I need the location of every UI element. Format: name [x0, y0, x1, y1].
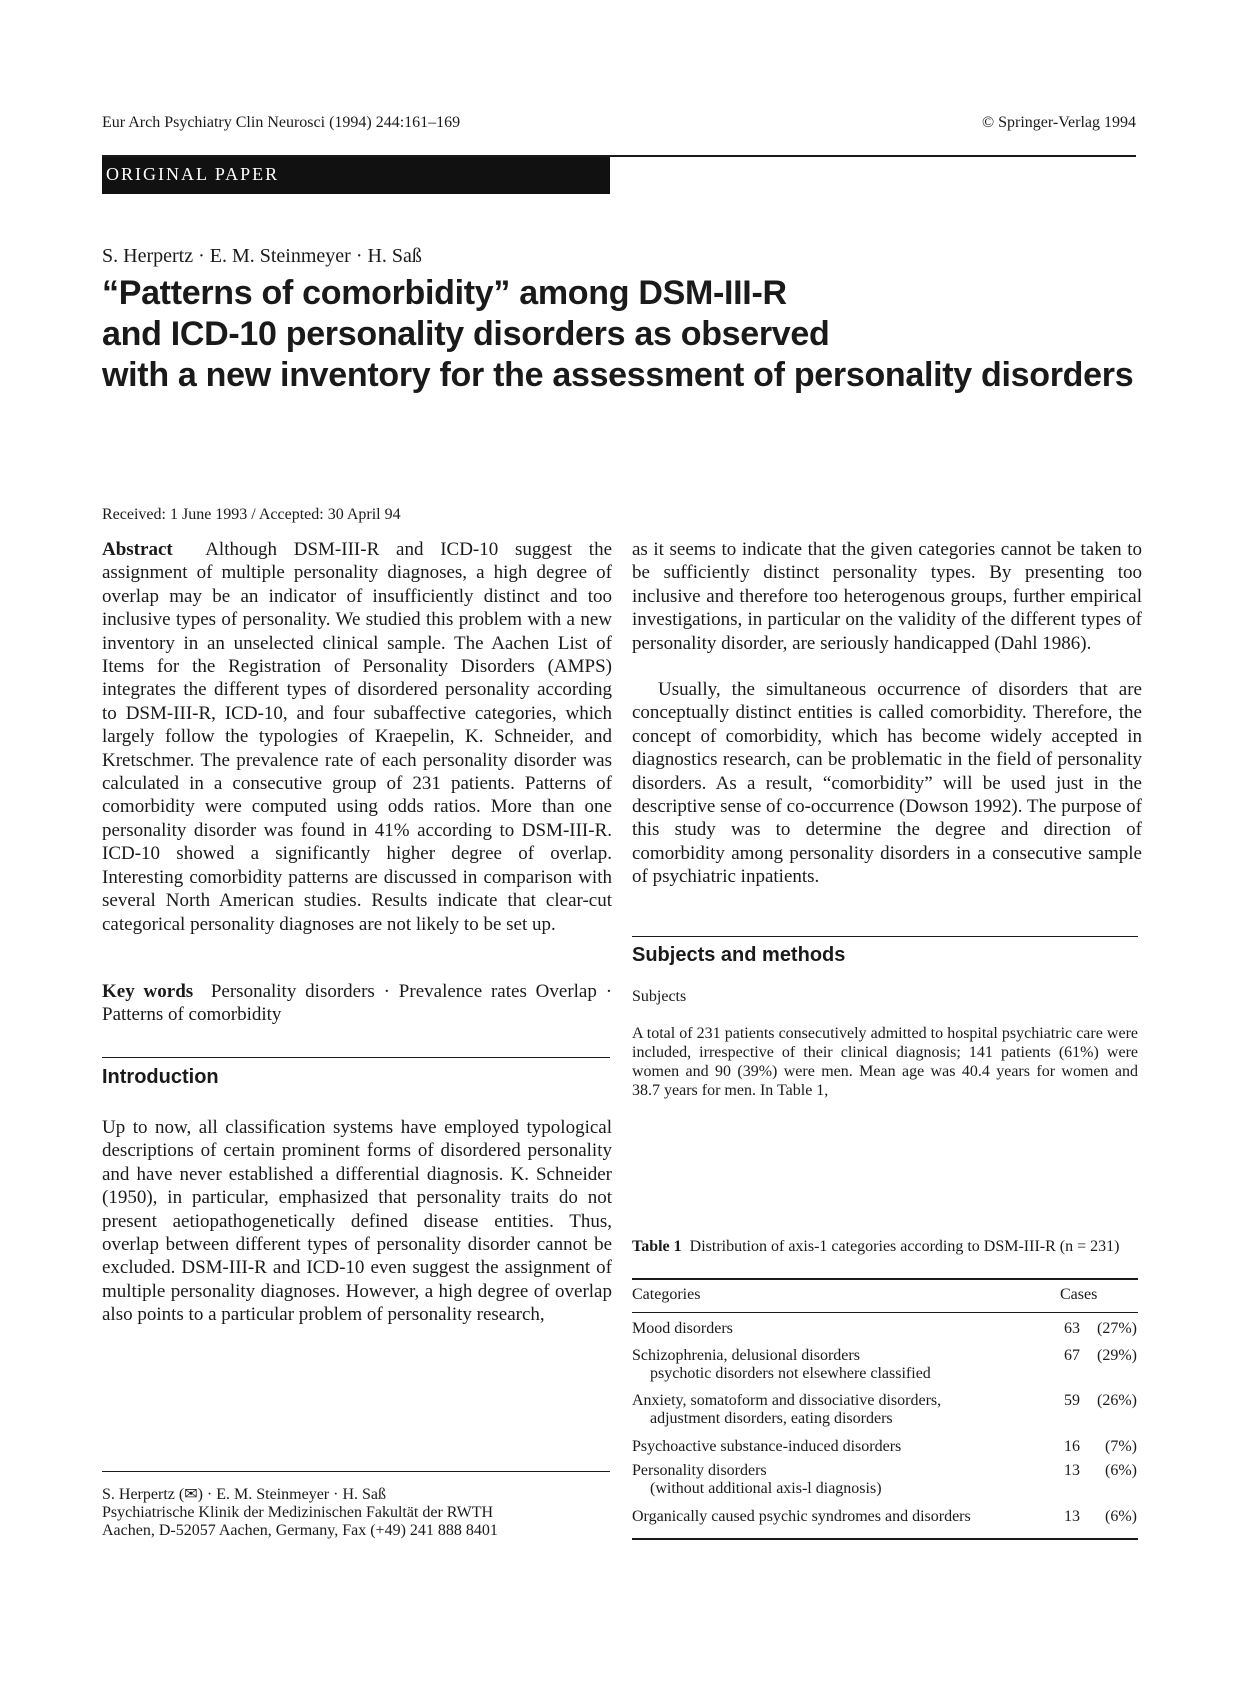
- table-header-rule: [632, 1312, 1138, 1313]
- affiliation-line-3: Aachen, D-52057 Aachen, Germany, Fax (+49) 241 888 8401: [102, 1522, 498, 1539]
- table-top-rule: [632, 1278, 1138, 1280]
- methods-heading: Subjects and methods: [632, 944, 846, 966]
- table-cell-percent: (6%): [1105, 1508, 1137, 1525]
- affiliation-line-1: S. Herpertz (✉) · E. M. Steinmeyer · H. Saß: [102, 1486, 386, 1503]
- author-list: S. Herpertz · E. M. Steinmeyer · H. Saß: [102, 245, 422, 267]
- keywords: [102, 980, 612, 1027]
- keywords-label: Key words: [102, 981, 194, 1002]
- table-cell-category: Anxiety, somatoform and dissociative disorders, adjustment disorders, eating disorders: [632, 1392, 942, 1427]
- title-line-2: and ICD-10 personality disorders as observed: [102, 315, 830, 353]
- abstract: [102, 538, 612, 936]
- publisher-copyright: © Springer-Verlag 1994: [981, 114, 1136, 131]
- section-rule: [632, 936, 1138, 937]
- introduction-paragraph-2: Usually, the simultaneous occurrence of disorders that are conceptually distinct entities is called comorbidity. Therefore, the concept of comorbidity, which has become widely accepted in diagnostics research, can be problematic in the field of personality disorders. As a result, “comorbidity” will be used just in the descriptive sense of co-occurrence (Dowson 1992). The purpose of this study was to determine the degree and direction of comorbidity among personality disorders in a consecutive sample of psychiatric inpatients.: [632, 679, 1142, 888]
- introduction-heading: Introduction: [102, 1066, 219, 1088]
- table-cell-percent: (29%): [1097, 1347, 1137, 1364]
- table-cell-count: 13: [1064, 1462, 1080, 1479]
- title-line-3: with a new inventory for the assessment of personality disorders: [102, 356, 1134, 394]
- abstract-text: Although DSM-III-R and ICD-10 suggest the assignment of multiple personality diagnoses, a high degree of overlap may be an indicator of insufficiently distinct and too inclusive types of personality. We studied this problem with a new inventory in an unselected clinical sample. The Aachen List of Items for the Registration of Personality Disorders (AMPS) integrates the different types of disordered personality according to DSM-III-R, ICD-10, and four subaffective categories, which largely follow the typologies of Kraepelin, K. Schneider, and Kretschmer. The prevalence rate of each personality disorder was calculated in a consecutive group of 231 patients. Patterns of comorbidity were computed using odds ratios. More than one personality disorder was found in 41% according to DSM-III-R. ICD-10 showed a significantly higher degree of overlap. Interesting comorbidity patterns are discussed in comparison with several North American studies. Results indicate that clear-cut categorical personality diagnoses are not likely to be set up.: [102, 539, 613, 935]
- section-rule: [102, 1057, 610, 1058]
- table-cell-percent: (7%): [1105, 1438, 1137, 1455]
- table-cell-category: Personality disorders (without additional axis-l diagnosis): [632, 1462, 882, 1497]
- table-cell-count: 67: [1064, 1347, 1080, 1364]
- table-caption: [632, 1238, 1138, 1256]
- abstract-label: Abstract: [102, 539, 173, 560]
- section-banner: ORIGINAL PAPER: [102, 157, 610, 194]
- table-bottom-rule: [632, 1538, 1138, 1540]
- subjects-subheading: Subjects: [632, 988, 687, 1005]
- table-cell-category: Organically caused psychic syndromes and disorders: [632, 1508, 971, 1525]
- table-cell-percent: (27%): [1097, 1320, 1137, 1337]
- table-cell-percent: (26%): [1097, 1392, 1137, 1409]
- subjects-paragraph: A total of 231 patients consecutively admitted to hospital psychiatric care were included, irrespective of their clinical diagnosis; 141 patients (61%) were women and 90 (39%) were men. Mean age was 40.4 years for women and 38.7 years for men. In Table 1,: [632, 1025, 1138, 1099]
- table-cell-count: 63: [1064, 1320, 1080, 1337]
- introduction-paragraph-1-continued: as it seems to indicate that the given categories cannot be taken to be sufficiently distinct personality types. By presenting too inclusive and therefore too heterogenous groups, further empirical investigations, in particular on the validity of the different types of personality disorder, are seriously handicapped (Dahl 1986).: [632, 539, 1142, 654]
- received-dates: Received: 1 June 1993 / Accepted: 30 April 94: [102, 506, 401, 523]
- introduction-paragraph-1: Up to now, all classification systems have employed typological descriptions of certain prominent forms of disordered personality and have never established a differential diagnosis. K. Schneider (1950), in particular, emphasized that personality traits do not present aetiopathogenetically defined disease entities. Thus, overlap between different types of personality disorder cannot be excluded. DSM-III-R and ICD-10 even suggest the assignment of multiple personality diagnoses. However, a high degree of overlap also points to a particular problem of personality research,: [102, 1117, 612, 1326]
- table-header-row: [632, 1286, 1138, 1306]
- column-header-categories: Categories: [632, 1286, 701, 1303]
- table-cell-count: 16: [1064, 1438, 1080, 1455]
- journal-citation: Eur Arch Psychiatry Clin Neurosci (1994) 244:161–169: [102, 114, 461, 131]
- affiliation-line-2: Psychiatrische Klinik der Medizinischen Fakultät der RWTH: [102, 1504, 494, 1521]
- table-cell-count: 59: [1064, 1392, 1080, 1409]
- article-title: [102, 273, 1142, 396]
- author-affiliation: [102, 1486, 612, 1540]
- footnote-rule: [102, 1471, 610, 1472]
- column-header-cases: Cases: [1060, 1286, 1098, 1303]
- title-line-1: “Patterns of comorbidity” among DSM-III-R: [102, 274, 787, 312]
- keywords-text: Personality disorders · Prevalence rates Overlap · Patterns of comorbidity: [102, 981, 613, 1026]
- table-cell-count: 13: [1064, 1508, 1080, 1525]
- table-cell-category: Schizophrenia, delusional disorders psychotic disorders not elsewhere classified: [632, 1347, 931, 1382]
- table-cell-category: Psychoactive substance-induced disorders: [632, 1438, 902, 1455]
- table-cell-category: Mood disorders: [632, 1320, 733, 1337]
- table-caption-text: Distribution of axis-1 categories according to DSM-III-R (n = 231): [689, 1238, 1120, 1255]
- table-cell-percent: (6%): [1105, 1462, 1137, 1479]
- table-label: Table 1: [632, 1238, 682, 1255]
